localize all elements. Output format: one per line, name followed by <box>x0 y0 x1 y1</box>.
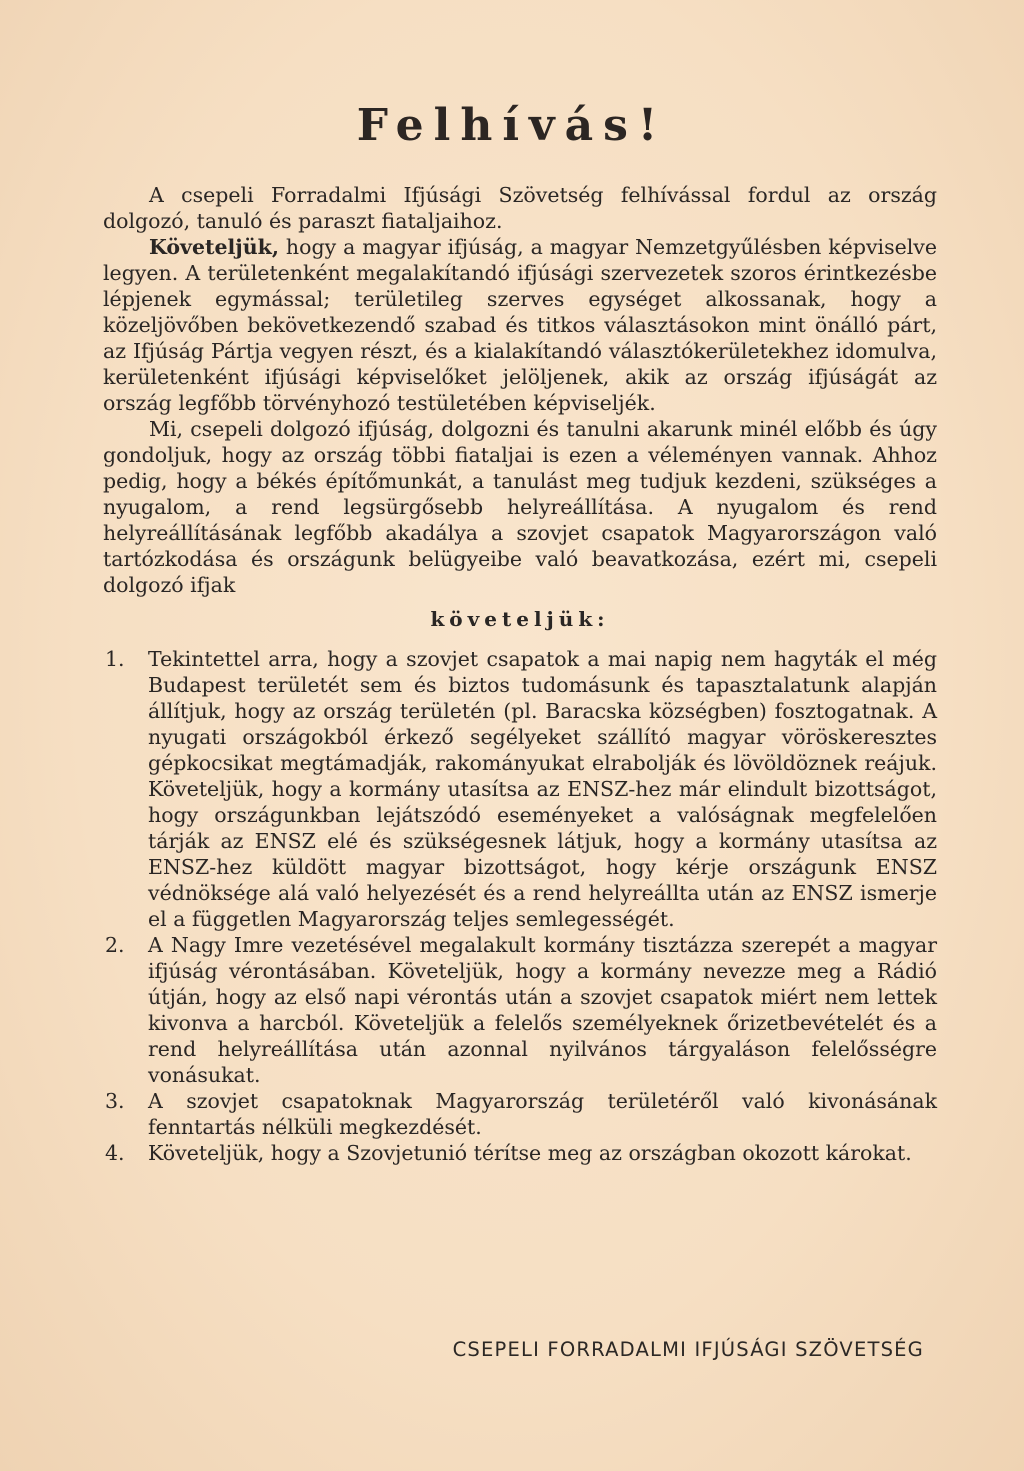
list-item <box>103 1140 937 1166</box>
list-item-text: Tekintettel arra, hogy a szovjet csapatok a mai napig nem hagyták el még Budapest területét sem és biztos tudomásunk és tapasztalatunk alapján állítjuk, hogy az ország területén (pl. Baracska községben) fosztogatnak. A nyugati országokból érkező segélyeket szállító magyar vöröskeresztes gépkocsikat megtámadják, rakományukat elrabolják és lövöldöznek reájuk. Követeljük, hogy a kormány utasítsa az ENSZ-hez már elindult bizottságot, hogy országunkban lejátszódó eseményeket a valóságnak megfelelően tárják az ENSZ elé és szükségesnek látjuk, hogy a kormány utasítsa az ENSZ-hez küldött magyar bizottságot, hogy kérje országunk ENSZ védnöksége alá való helyezését és a rend helyreállta után az ENSZ ismerje el a független Magyarország teljes semlegességét. <box>148 647 937 931</box>
demand-paragraph-text: hogy a magyar ifjúság, a magyar Nemzetgyűlésben képviselve legyen. A területenként megalakítandó ifjúsági szervezetek szoros érintkezésbe lépjenek egymással; területileg szerves egységet alkossanak, hogy a közeljövőben bekövetkezendő szabad és titkos választásokon mint önálló párt, az Ifjúság Pártja vegyen részt, és a kialakítandó választókerületekhez idomulva, kerületenként ifjúsági képviselőket jelöljenek, akik az ország ifjúságát az ország legfőbb törvényhozó testületében képviseljék. <box>103 235 937 415</box>
list-item-text: A Nagy Imre vezetésével megalakult kormány tisztázza szerepét a magyar ifjúság vérontásában. Követeljük, hogy a kormány nevezze meg a Rádió útján, hogy az első napi vérontás után a szovjet csapatok miért nem lettek kivonva a harcból. Követeljük a felelős személyeknek őrizetbevételét és a rend helyreállítása után azonnal nyilvános tárgyaláson felelősségre vonásukat. <box>148 933 937 1087</box>
intro-paragraph: A csepeli Forradalmi Ifjúsági Szövetség felhívással fordul az ország dolgozó, tanuló és paraszt fiataljaihoz. <box>103 183 937 233</box>
demands-heading: követeljük: <box>430 607 610 631</box>
document-body <box>103 182 937 1166</box>
page-title: Felhívás! <box>356 100 668 151</box>
list-item <box>103 932 937 1088</box>
list-item <box>103 646 937 932</box>
demands-list <box>103 646 937 1166</box>
list-item <box>103 1088 937 1140</box>
list-item-text: A szovjet csapatoknak Magyarország területéről való kivonásának fenntartás nélküli megkezdését. <box>148 1089 937 1139</box>
demand-paragraph <box>103 234 937 416</box>
signature: CSEPELI FORRADALMI IFJÚSÁGI SZÖVETSÉG <box>452 1338 924 1361</box>
list-item-text: Követeljük, hogy a Szovjetunió térítse meg az országban okozott károkat. <box>148 1141 912 1165</box>
list-item-number: 1. <box>105 647 125 671</box>
list-item-number: 3. <box>105 1089 125 1113</box>
peace-paragraph: Mi, csepeli dolgozó ifjúság, dolgozni és tanulni akarunk minél előbb és úgy gondoljuk, hogy az ország többi fiataljai is ezen a véleményen vannak. Ahhoz pedig, hogy a békés építőmunkát, a tanulást meg tudjuk kezdeni, szükséges a nyugalom, a rend legsürgősebb helyreállítása. A nyugalom és rend helyreállításának legfőbb akadálya a szovjet csapatok Magyarországon való tartózkodása és országunk belügyeibe való beavatkozása, ezért mi, csepeli dolgozó ifjak <box>103 417 937 597</box>
demand-lead: Követeljük, <box>149 235 279 259</box>
list-item-number: 4. <box>105 1141 125 1165</box>
list-item-number: 2. <box>105 933 125 957</box>
